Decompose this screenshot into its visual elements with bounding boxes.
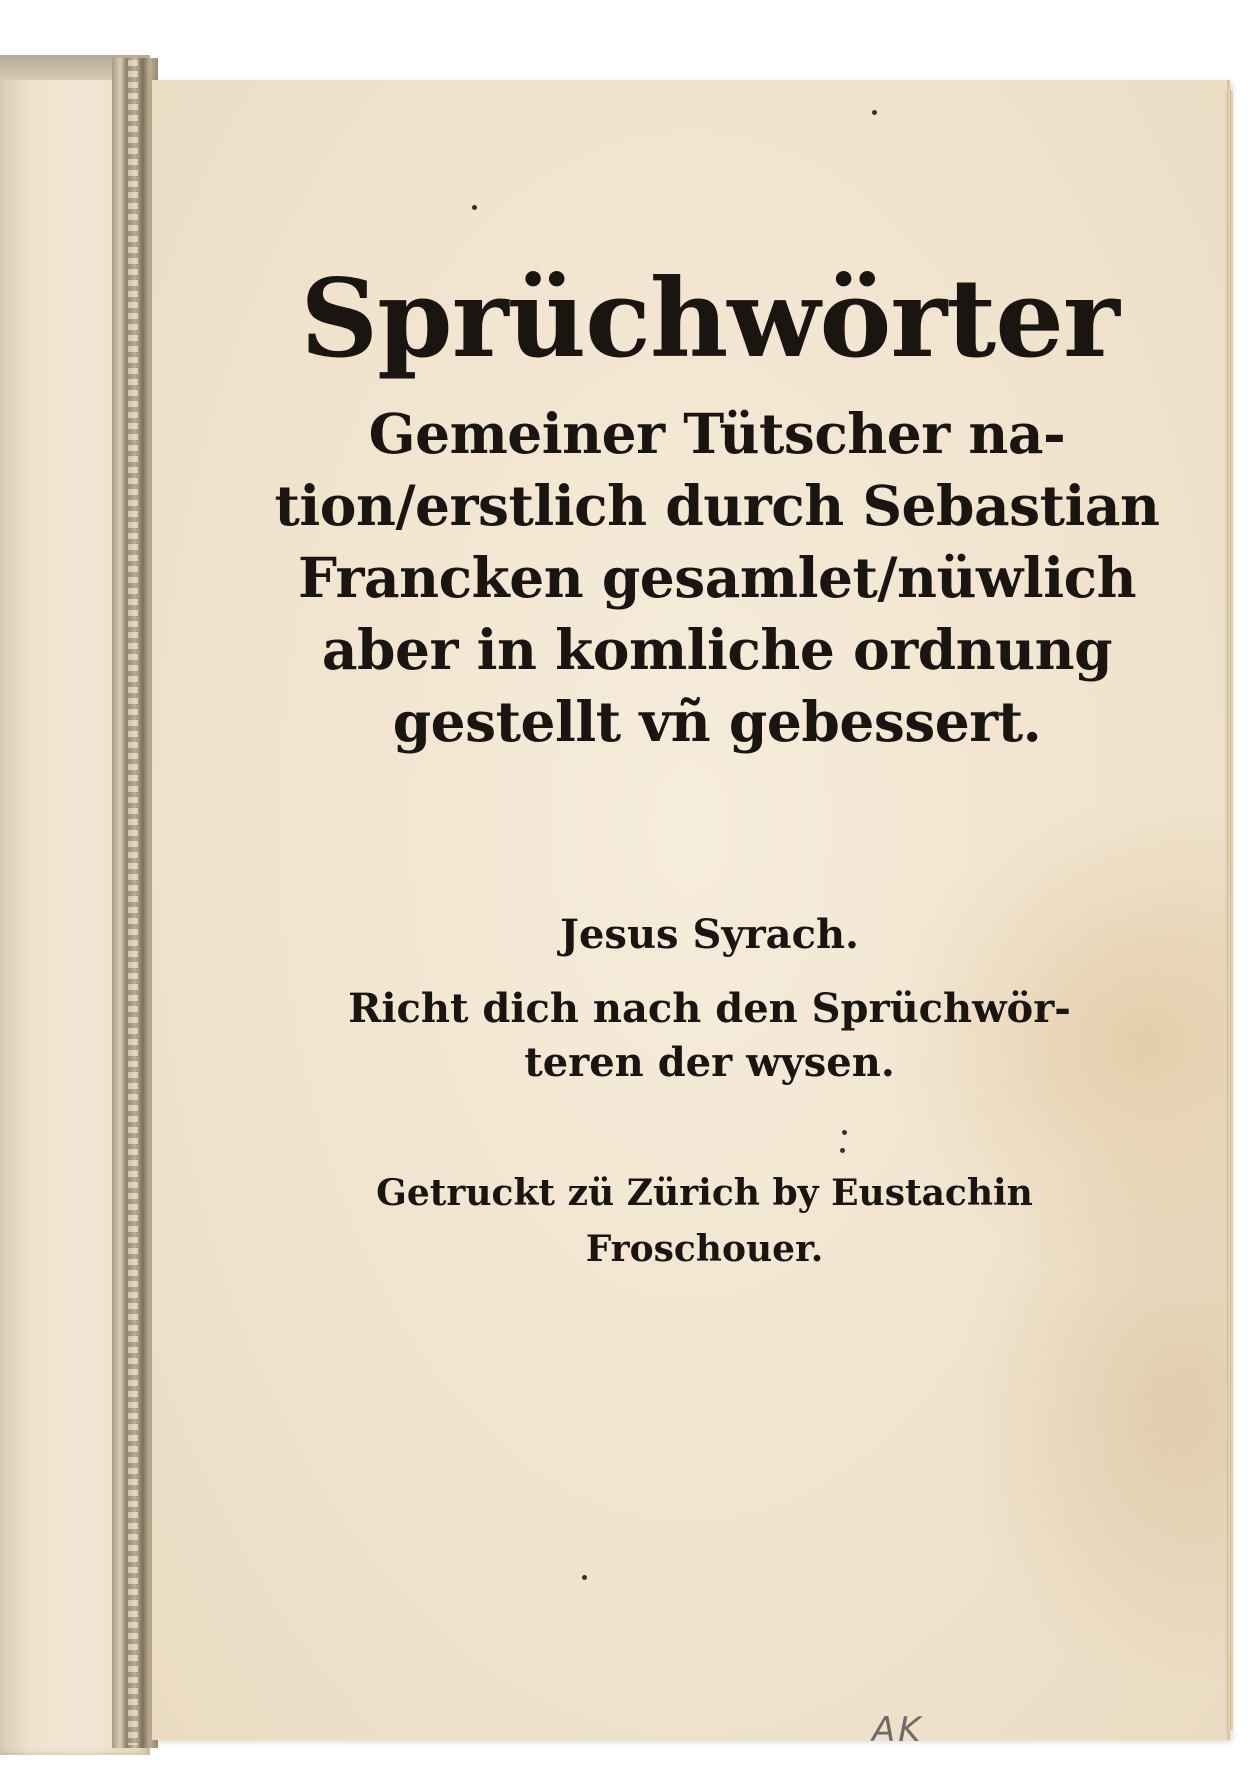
motto-line: teren der wysen. (524, 1039, 895, 1086)
motto-block (152, 908, 1227, 1090)
pencil-initials-mark: AK (872, 1710, 924, 1750)
ink-speck (840, 1148, 845, 1153)
page-fore-edge (1225, 90, 1233, 1730)
subtitle-line: gestellt vñ gebessert. (392, 689, 1042, 754)
spine-binding-threads (128, 60, 138, 1745)
imprint-line: Getruckt zü Zürich by Eustachin (376, 1172, 1033, 1214)
ink-speck (582, 1575, 587, 1580)
title-page (152, 80, 1230, 1750)
motto-reference: Jesus Syrach. (560, 911, 859, 958)
ink-speck (872, 110, 877, 115)
book-title: Sprüchwörter (300, 256, 1119, 382)
ink-speck (472, 205, 477, 210)
subtitle-line: tion/erstlich durch Sebastian (274, 473, 1160, 538)
subtitle-line: Gemeiner Tütscher na- (368, 401, 1066, 466)
subtitle-line: Francken gesamlet/nüwlich (297, 545, 1137, 610)
imprint-line: Froschouer. (585, 1228, 824, 1270)
motto-line: Richt dich nach den Sprüchwör- (348, 985, 1071, 1032)
imprint-block (152, 1165, 1227, 1277)
subtitle-line: aber in komliche ordnung (321, 617, 1113, 682)
ink-speck (842, 1130, 847, 1135)
subtitle-block (152, 398, 1227, 758)
